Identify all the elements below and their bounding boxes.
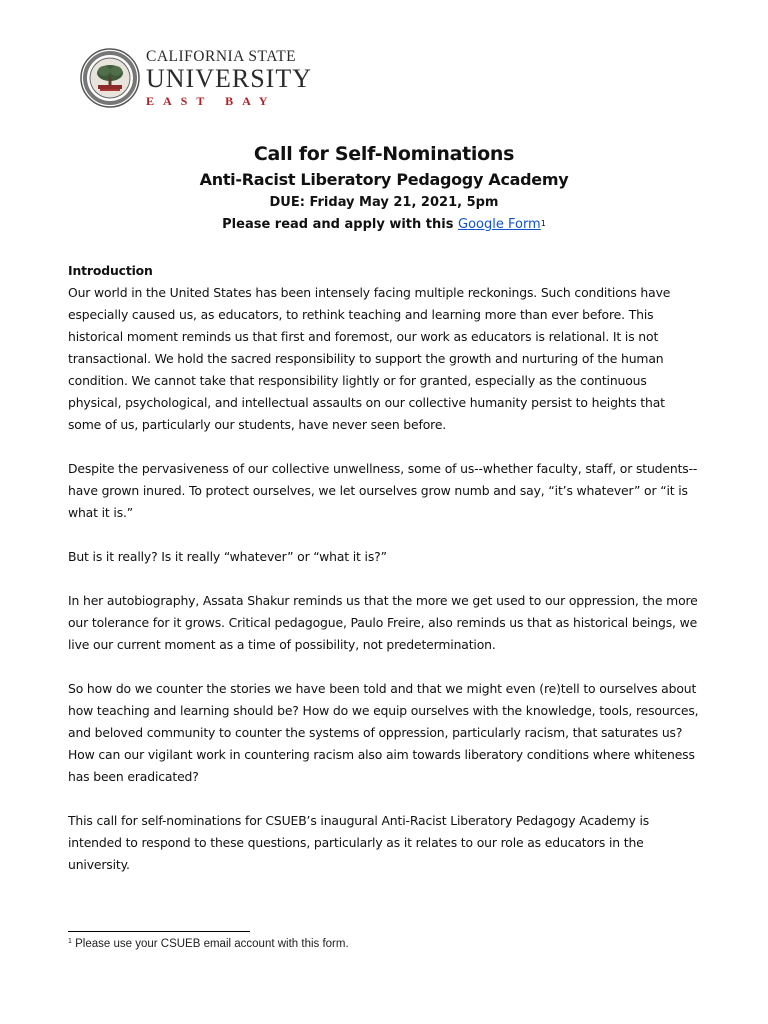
footnote-text: Please use your CSUEB email account with this form. (71, 938, 349, 950)
due-date: DUE: Friday May 21, 2021, 5pm (269, 195, 499, 210)
university-wordmark (146, 49, 312, 107)
footnote-marker: 1 (68, 938, 72, 945)
paragraph-5: So how do we counter the stories we have been told and that we might even (re)tell to ourselves about how teaching and learning should be? How do we equip ourselves with the knowledge, tools, resources, and beloved community to counter the systems of oppression, particularly racism, that saturates us? How can our vigilant work in countering racism also aim towards liberatory conditions where whiteness has been eradicated? (68, 681, 699, 784)
apply-prefix: Please read and apply with this (222, 217, 458, 232)
wordmark-line2: UNIVERSITY (146, 63, 312, 93)
paragraph-6: This call for self-nominations for CSUEB’s inaugural Anti-Racist Liberatory Pedagogy Academy is intended to respond to these questions, particularly as it relates to our role as educators in the university. (68, 813, 650, 872)
intro-heading: Introduction (68, 263, 153, 278)
paragraph-4: In her autobiography, Assata Shakur reminds us that the more we get used to our oppression, the more our tolerance for it grows. Critical pedagogue, Paulo Freire, also reminds us that as historical beings, we live our current moment as a time of possibility, not predetermination. (68, 593, 698, 652)
footnote-divider (68, 931, 250, 932)
title-block (0, 140, 768, 236)
wordmark-line1: CALIFORNIA STATE (146, 48, 297, 66)
university-header (80, 48, 312, 108)
page-title: Call for Self-Nominations (253, 143, 515, 165)
footnote (68, 938, 349, 950)
footnote-ref[interactable]: 1 (540, 219, 546, 228)
apply-line (0, 214, 768, 236)
document-body (68, 260, 700, 898)
paragraph-1: Our world in the United States has been intensely facing multiple reckonings. Such conditions have especially caused us, as educators, to rethink teaching and learning more than ever before. This historical moment reminds us that first and foremost, our work as educators is relational. It is not transactional. We hold the sacred responsibility to support the growth and nurturing of the human condition. We cannot take that responsibility lightly or for granted, especially as the continuous physical, psychological, and intellectual assaults on our collective humanity persist to heights that some of us, particularly our students, have never seen before. (68, 285, 671, 432)
google-form-link[interactable]: Google Form (458, 217, 541, 232)
paragraph-3: But is it really? Is it really “whatever” or “what it is?” (68, 549, 387, 564)
university-seal-icon (80, 48, 140, 108)
paragraph-2: Despite the pervasiveness of our collective unwellness, some of us--whether faculty, staff, or students--have grown inured. To protect ourselves, we let ourselves grow numb and say, “it’s whatever” or “it is what it is.” (68, 461, 698, 520)
page-subtitle: Anti-Racist Liberatory Pedagogy Academy (199, 170, 569, 189)
wordmark-line3: EAST BAY (146, 93, 277, 108)
